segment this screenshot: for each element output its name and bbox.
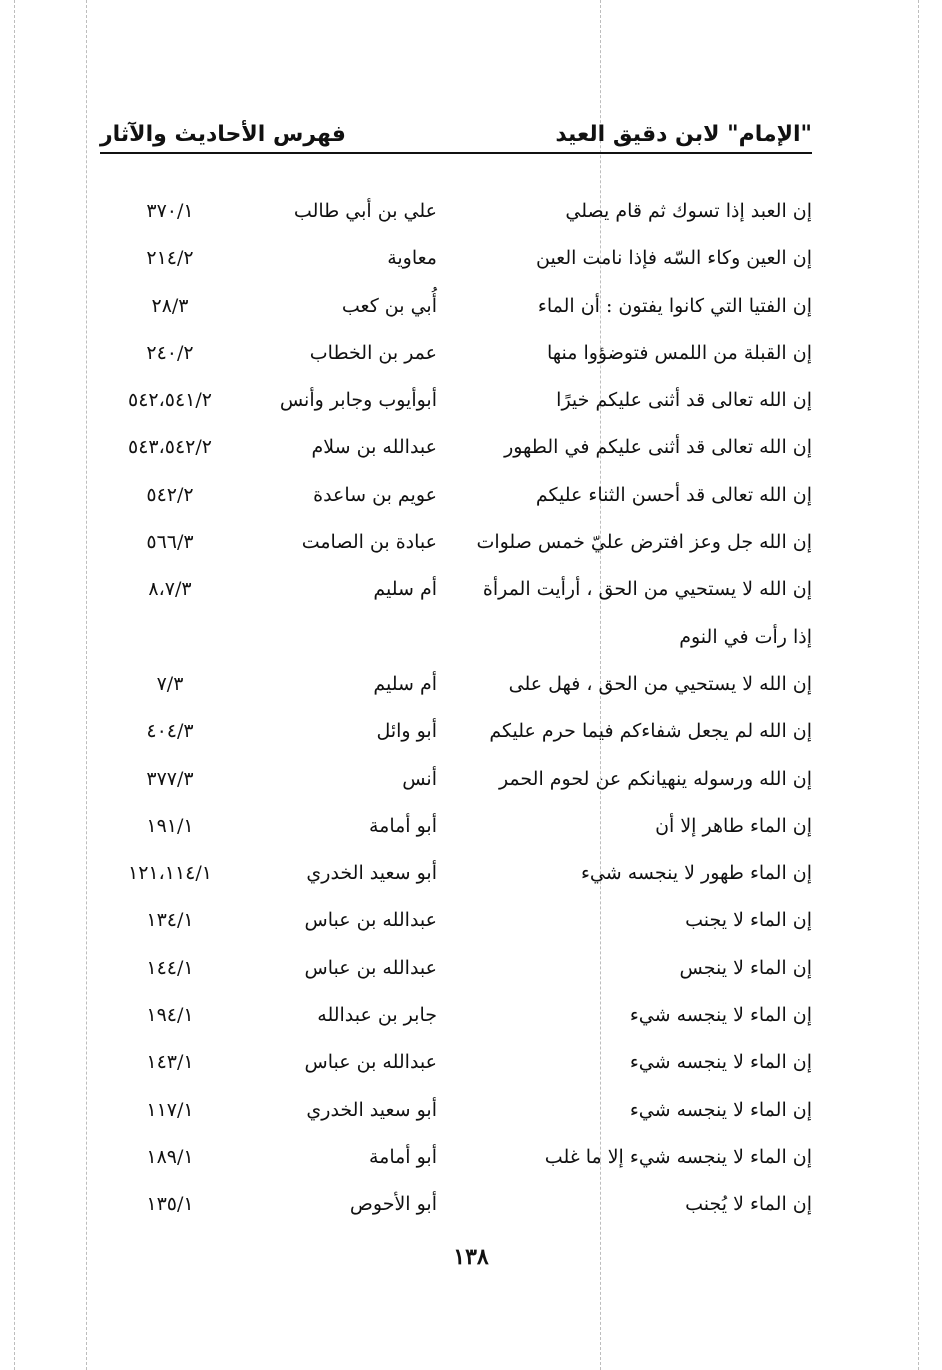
hadith-text: إن الماء طاهر إلا أن [655,814,812,837]
volume-page-ref: ٣٧٠/١ [146,200,194,222]
volume-page-ref: ٣٧٧/٣ [146,767,194,790]
hadith-text: إن الماء لا ينجسه شيء [629,1051,812,1074]
scan-margin-line [14,0,15,1370]
hadith-text: إذا رأت في النوم [679,625,812,648]
narrator: أنس [402,767,437,790]
volume-page-ref: ٧/٣ [156,672,184,695]
narrator: أبو أمامة [368,814,437,837]
index-row [100,330,812,377]
index-row [100,566,812,613]
index-row [100,1039,812,1086]
hadith-text: إن الله جل وعز افترض عليّ خمس صلوات [476,531,812,554]
hadith-text: إن الله تعالى قد أثنى عليكم في الطهور [504,436,812,459]
hadith-text: إن الله لم يجعل شفاءكم فيما حرم عليكم [489,720,812,743]
volume-page-ref: ٤٠٤/٣ [146,720,194,743]
narrator: عمر بن الخطاب [309,341,437,364]
index-row [100,803,812,850]
hadith-text: إن الله لا يستحيي من الحق ، أرأيت المرأة [482,578,812,601]
narrator: أبو وائل [376,720,437,743]
index-row [100,897,812,944]
index-row [100,850,812,897]
narrator: أُبي بن كعب [341,294,437,317]
hadith-text: إن العين وكاء السّه فإذا نامت العين [535,247,812,270]
narrator: أبو سعيد الخدري [306,1098,437,1121]
hadith-text: إن الماء طهور لا ينجسه شيء [580,862,812,885]
hadith-text: إن الماء لا ينجسه شيء [629,1098,812,1121]
page-number: ١٣٨ [453,1244,489,1270]
volume-page-ref: ٢٨/٣ [151,294,189,317]
narrator: عويم بن ساعدة [313,483,437,506]
index-row [100,1134,812,1181]
volume-page-ref: ٥٤٣،٥٤٢/٢ [128,436,212,459]
narrator: معاوية [387,247,437,270]
index-title: فهرس الأحاديث والآثار [100,122,346,147]
index-row [100,1087,812,1134]
index-row [100,945,812,992]
volume-page-ref: ١١٧/١ [146,1098,194,1121]
index-row [100,519,812,566]
scan-margin-line [86,0,87,1370]
narrator: عبدالله بن عباس [304,909,437,932]
narrator: عبدالله بن عباس [304,1051,437,1074]
hadith-index-list [100,188,812,1229]
index-row [100,1181,812,1228]
volume-page-ref: ٥٤٢،٥٤١/٢ [128,389,212,412]
index-row [100,472,812,519]
volume-page-ref: ٥٦٦/٣ [146,531,194,554]
volume-page-ref: ١٤٣/١ [146,1051,194,1074]
hadith-text: إن القبلة من اللمس فتوضؤوا منها [546,341,812,364]
hadith-text: إن الماء لا يجنب [685,909,812,932]
hadith-text: إن الله تعالى قد أثنى عليكم خيرًا [556,389,812,412]
narrator: جابر بن عبدالله [317,1004,437,1027]
index-row [100,424,812,471]
hadith-text: إن الله تعالى قد أحسن الثناء عليكم [535,483,812,506]
narrator: أبو سعيد الخدري [306,862,437,885]
narrator: عبدالله بن عباس [304,956,437,979]
narrator: أبو أمامة [368,1145,437,1168]
hadith-text: إن الله لا يستحيي من الحق ، فهل على [508,672,812,695]
volume-page-ref: ٢١٤/٢ [146,247,194,270]
index-row [100,377,812,424]
book-title: "الإمام" لابن دقيق العيد [555,122,812,147]
index-row [100,708,812,755]
narrator: عبادة بن الصامت [301,531,437,554]
volume-page-ref: ١٩٤/١ [146,1004,194,1027]
volume-page-ref: ١٤٤/١ [146,956,194,979]
narrator: علي بن أبي طالب [293,200,437,222]
hadith-text: إن الله ورسوله ينهيانكم عن لحوم الحمر [498,767,812,790]
volume-page-ref: ٥٤٢/٢ [146,483,194,506]
narrator: أم سليم [373,578,437,601]
hadith-text: إن الماء لا ينجسه شيء [629,1004,812,1027]
index-row [100,188,812,235]
volume-page-ref: ٢٤٠/٢ [146,341,194,364]
narrator: أبوأيوب وجابر وأنس [279,389,437,412]
scan-margin-line [918,0,919,1370]
volume-page-ref: ١٨٩/١ [146,1145,194,1168]
hadith-text: إن الماء لا ينجسه شيء إلا ما غلب [544,1145,812,1168]
hadith-text: إن الماء لا ينجس [679,956,812,979]
hadith-text: إن العبد إذا تسوك ثم قام يصلي [565,200,812,222]
narrator: عبدالله بن سلام [311,436,437,459]
hadith-text: إن الفتيا التي كانوا يفتون : أن الماء [537,294,812,317]
hadith-text: إن الماء لا يُجنب [685,1193,812,1216]
index-row [100,992,812,1039]
volume-page-ref: ١٣٤/١ [146,909,194,932]
narrator: أبو الأحوص [349,1193,437,1216]
volume-page-ref: ١٣٥/١ [146,1193,194,1216]
index-row [100,283,812,330]
index-row [100,756,812,803]
narrator: أم سليم [373,672,437,695]
volume-page-ref: ١٩١/١ [146,814,194,837]
running-header [100,112,812,154]
volume-page-ref: ٨،٧/٣ [148,578,192,601]
index-row [100,235,812,282]
volume-page-ref: ١٢١،١١٤/١ [128,862,212,885]
index-row-continuation [100,614,812,661]
index-row [100,661,812,708]
